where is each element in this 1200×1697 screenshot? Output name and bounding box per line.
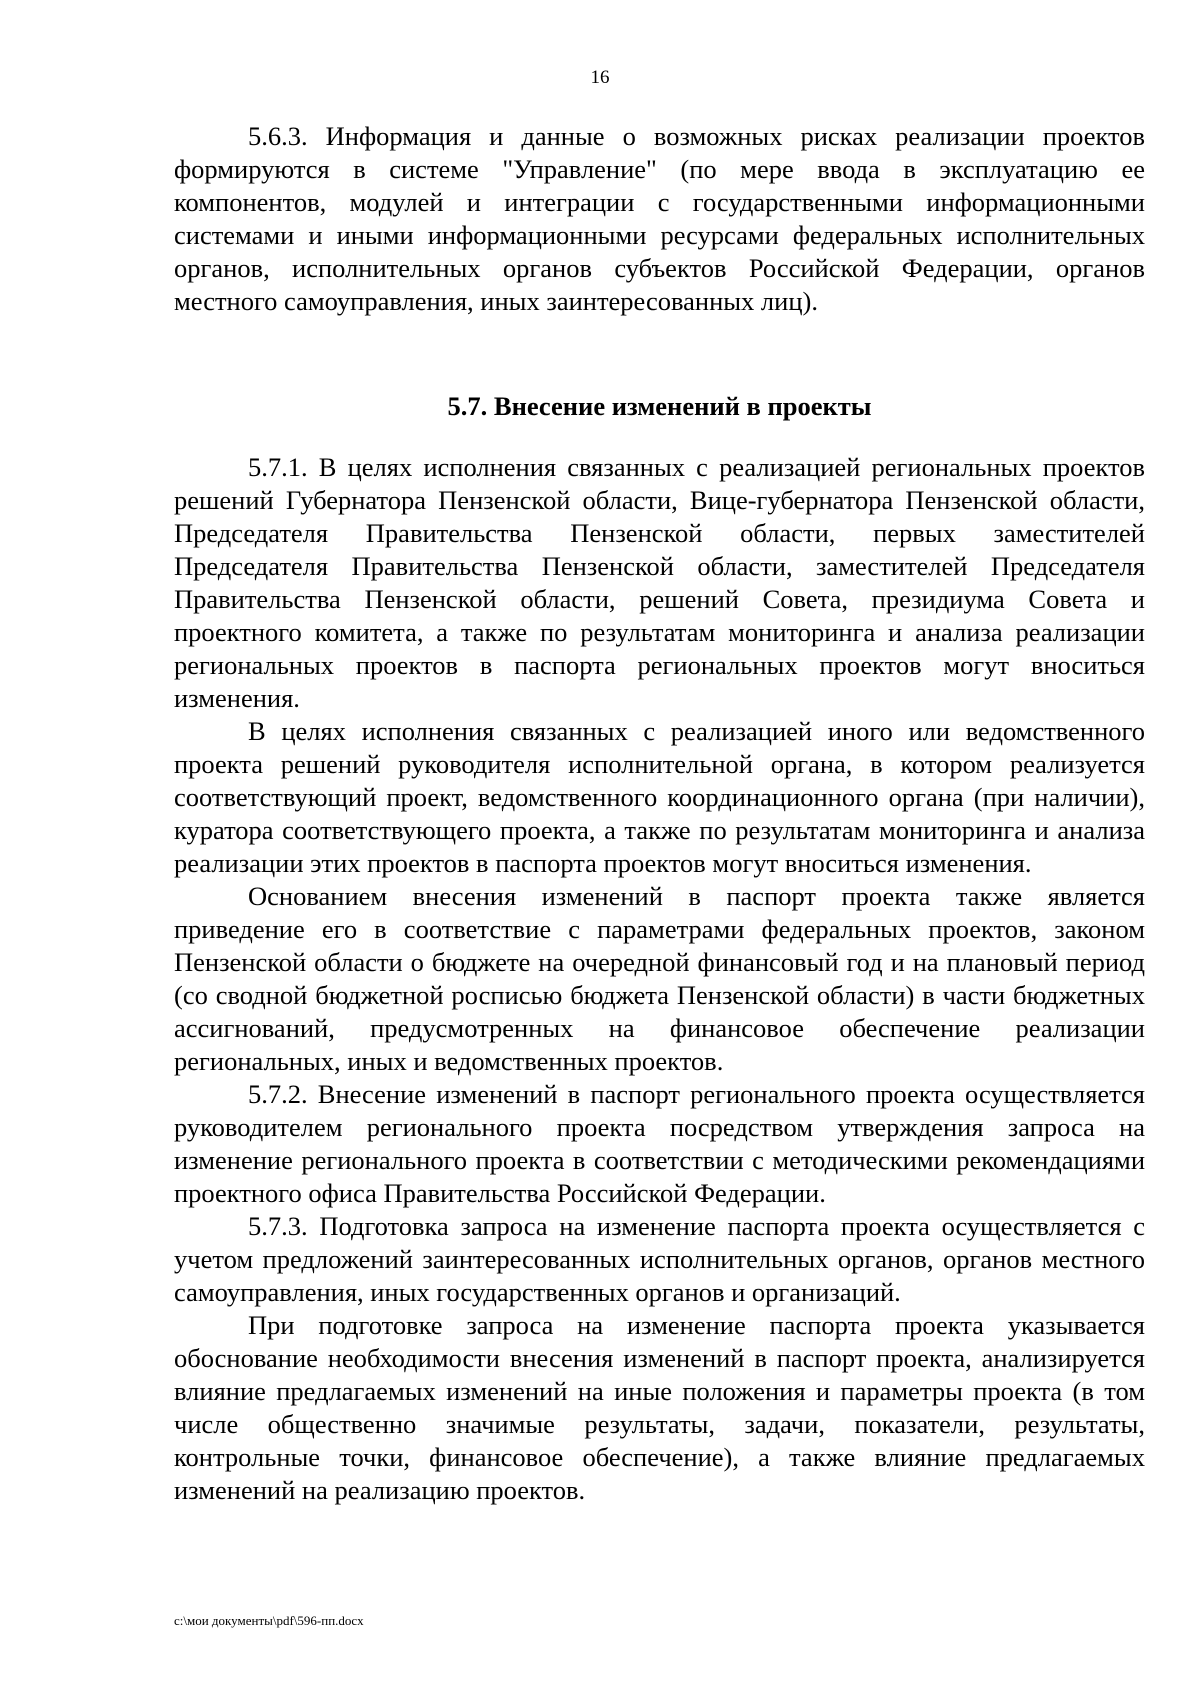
paragraph-5-7-3-b: При подготовке запроса на изменение паспорта проекта указывается обоснование необходимости внесения изменений в паспорт проекта, анализируется влияние предлагаемых изменений на иные положения и параметры проекта (в том числе общественно значимые результаты, задачи, показатели, результаты, контрольные точки, финансовое обеспечение), а также влияние предлагаемых изменений на реализацию проектов. (174, 1310, 1145, 1505)
paragraph-5-7-1-b: В целях исполнения связанных с реализацией иного или ведомственного проекта решений руководителя исполнительной органа, в котором реализуется соответствующий проект, ведомственного координационного органа (при наличии), куратора соответствующего проекта, а также по результатам мониторинга и анализа реализации этих проектов в паспорта проектов могут вноситься изменения. (174, 716, 1145, 878)
paragraph-5-6-3: 5.6.3. Информация и данные о возможных рисках реализации проектов формируются в системе "Управление" (по мере ввода в эксплуатацию ее компонентов, модулей и интеграции с государственными информационными системами и иными информационными ресурсами федеральных исполнительных органов, исполнительных органов субъектов Российской Федерации, органов местного самоуправления, иных заинтересованных лиц). (174, 121, 1145, 316)
paragraph-5-7-1: 5.7.1. В целях исполнения связанных с реализацией региональных проектов решений Губернатора Пензенской области, Вице-губернатора Пензенской области, Председателя Правительства Пензенской области, первых заместителей Председателя Правительства Пензенской области, заместителей Председателя Правительства Пензенской области, решений Совета, президиума Совета и проектного комитета, а также по результатам мониторинга и анализа реализации региональных проектов в паспорта региональных проектов могут вноситься изменения. (174, 452, 1145, 713)
paragraph-5-7-3: 5.7.3. Подготовка запроса на изменение паспорта проекта осуществляется с учетом предложений заинтересованных исполнительных органов, органов местного самоуправления, иных государственных органов и организаций. (174, 1211, 1145, 1307)
page-number: 16 (590, 67, 610, 88)
paragraph-5-7-2: 5.7.2. Внесение изменений в паспорт регионального проекта осуществляется руководителем регионального проекта посредством утверждения запроса на изменение регионального проекта в соответствии с методическими рекомендациями проектного офиса Правительства Российской Федерации. (174, 1079, 1145, 1208)
document-body (174, 120, 1145, 1507)
section-heading-5-7: 5.7. Внесение изменений в проекты (447, 391, 872, 421)
paragraph-5-7-1-c: Основанием внесения изменений в паспорт проекта также является приведение его в соответствие с параметрами федеральных проектов, законом Пензенской области о бюджете на очередной финансовый год и на плановый период (со сводной бюджетной росписью бюджета Пензенской области) в части бюджетных ассигнований, предусмотренных на финансовое обеспечение реализации региональных, иных и ведомственных проектов. (174, 881, 1145, 1076)
footer-file-path: c:\мои документы\pdf\596-пп.docx (174, 1613, 364, 1628)
